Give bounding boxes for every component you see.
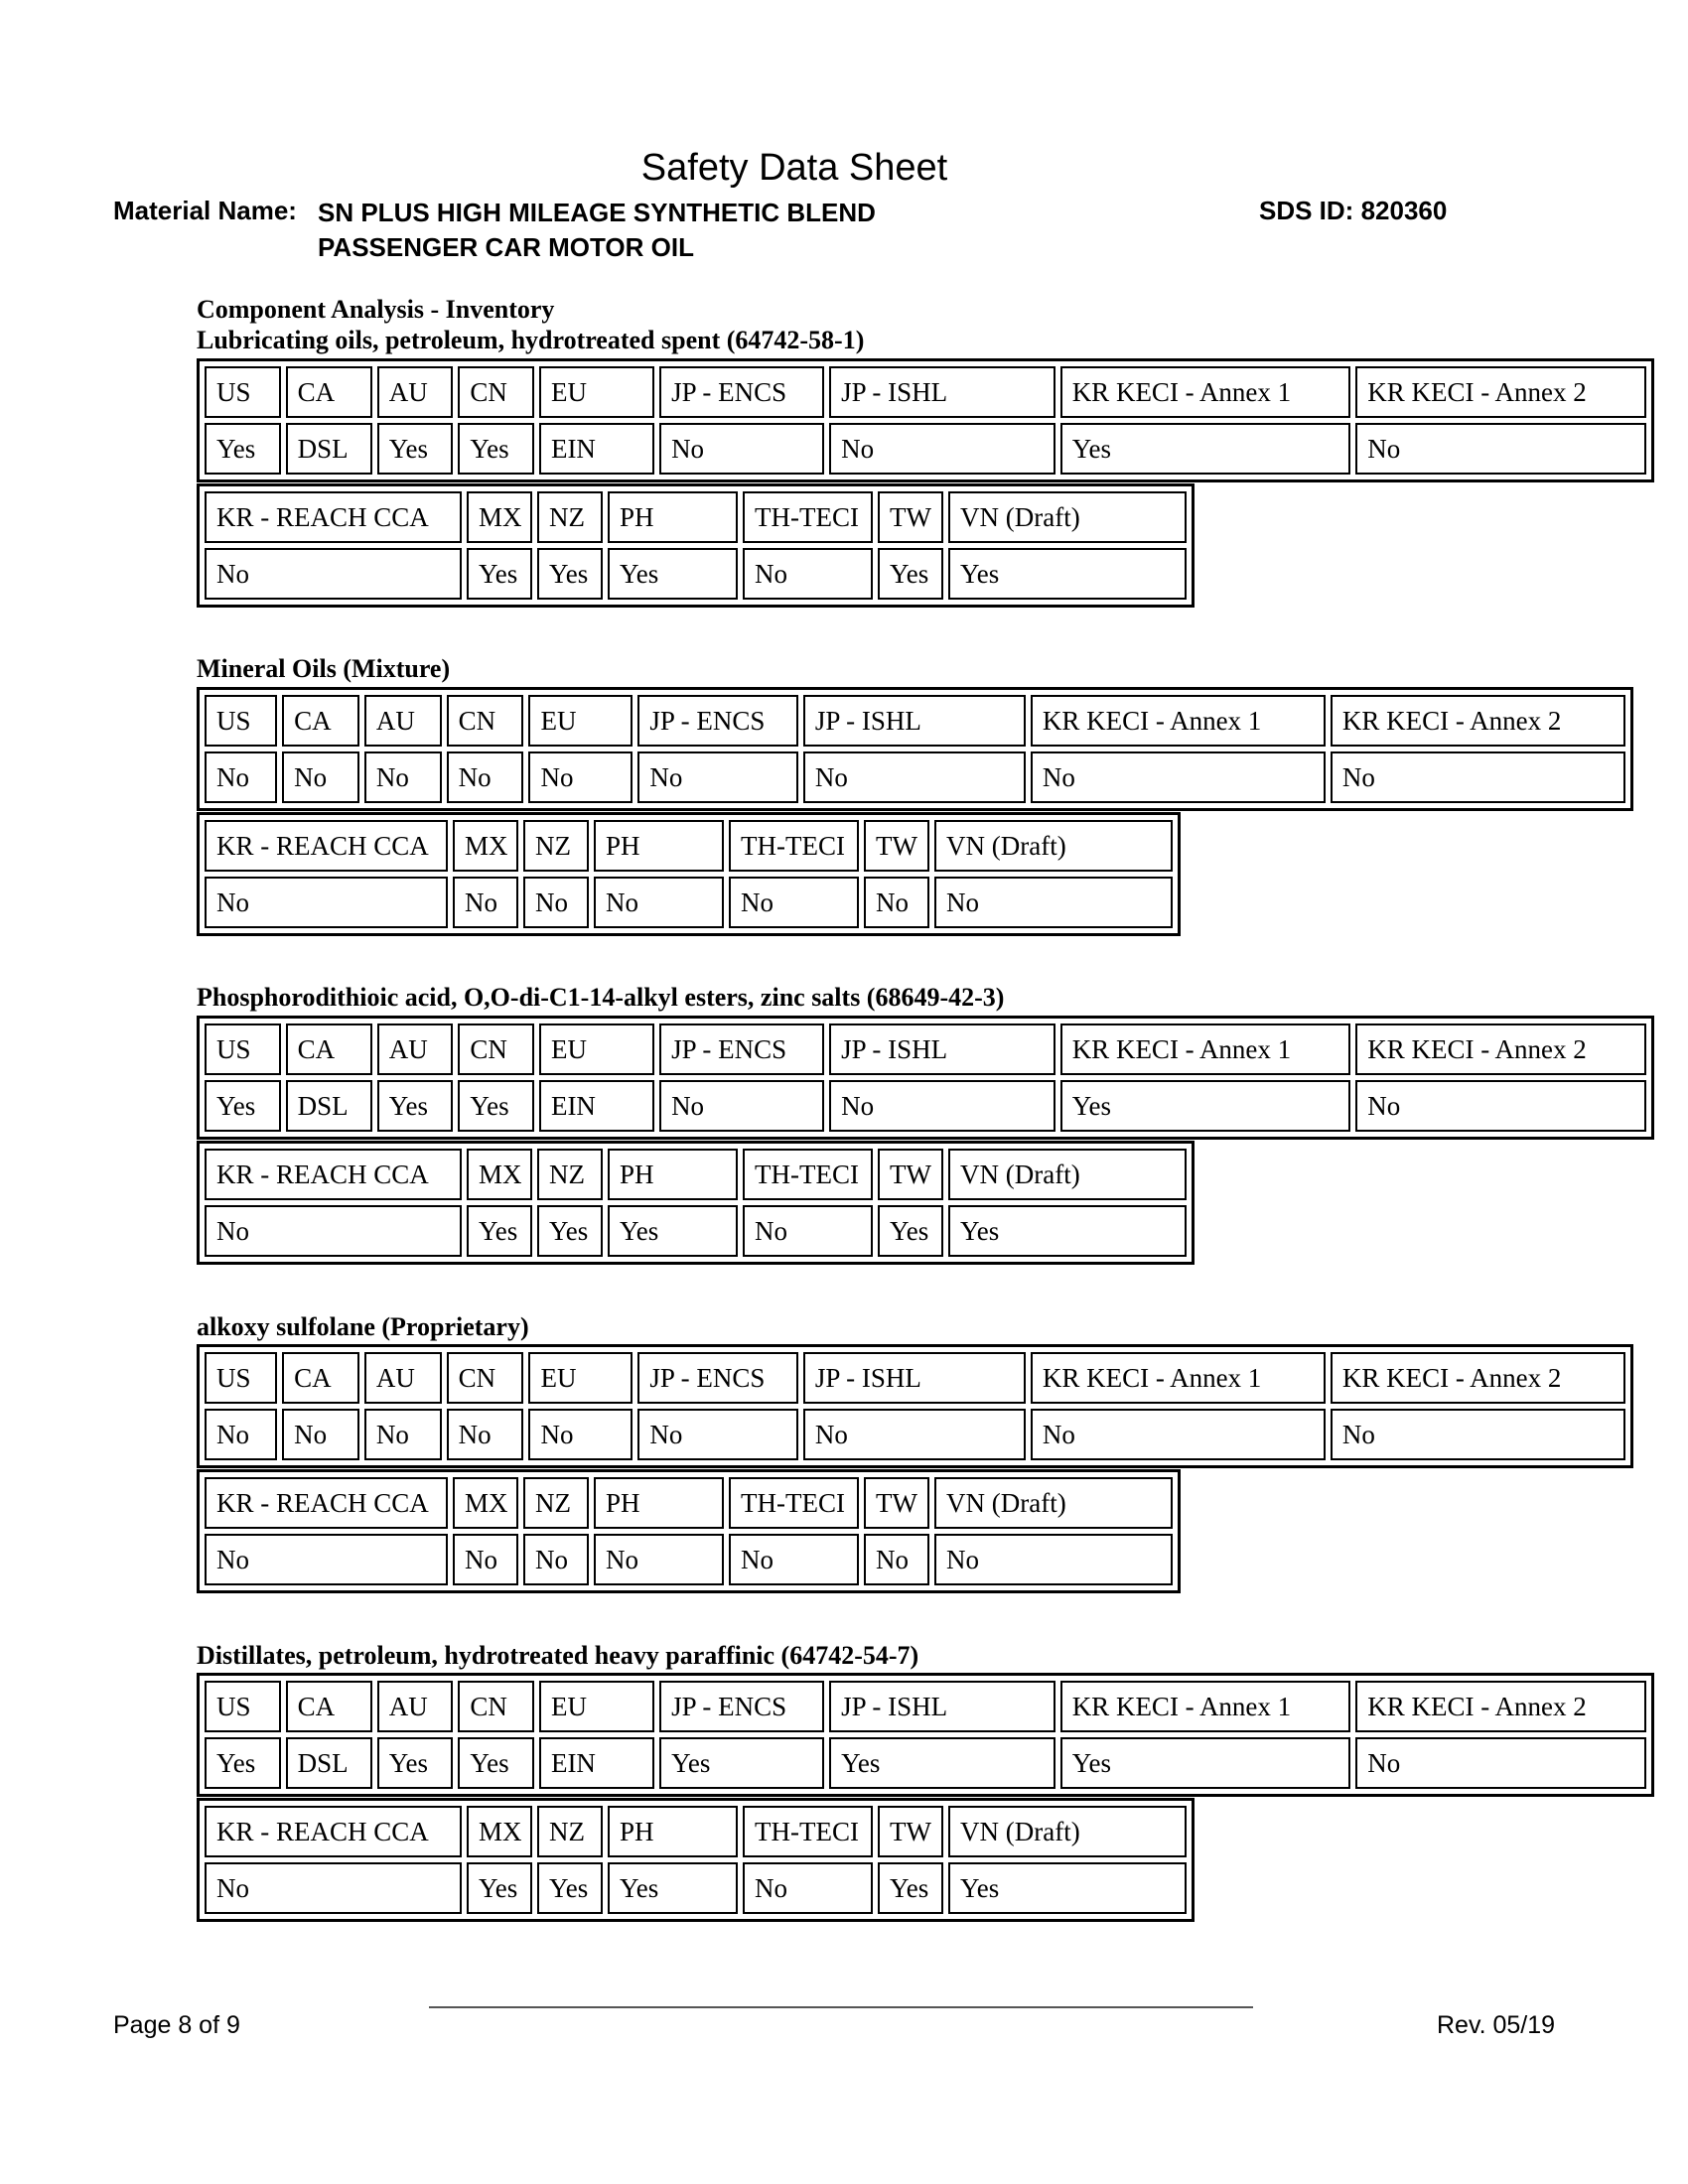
inventory-value: No <box>1355 1737 1646 1789</box>
column-header: PH <box>608 1149 738 1200</box>
header-row-2 <box>205 1806 1187 1857</box>
value-row-2 <box>205 1205 1187 1257</box>
column-header: JP - ISHL <box>803 1352 1026 1404</box>
column-header: TH-TECI <box>729 1477 859 1529</box>
inventory-value: Yes <box>537 1862 603 1914</box>
page-title: Safety Data Sheet <box>640 147 948 189</box>
footer-rule <box>429 2006 1253 2008</box>
inventory-value: No <box>1031 1409 1326 1460</box>
column-header: TW <box>864 820 929 872</box>
column-header: JP - ISHL <box>829 1024 1055 1075</box>
inventory-value: No <box>637 1409 797 1460</box>
column-header: TW <box>878 1149 943 1200</box>
inventory-value: No <box>205 751 277 803</box>
inventory-value: Yes <box>458 423 534 475</box>
column-header: TH-TECI <box>743 1806 873 1857</box>
inventory-value: No <box>447 1409 524 1460</box>
inventory-value: No <box>447 751 524 803</box>
column-header: PH <box>594 820 724 872</box>
column-header: MX <box>467 1149 532 1200</box>
header-row-1 <box>205 1024 1646 1075</box>
column-header: TW <box>864 1477 929 1529</box>
material-name-line-2: PASSENGER CAR MOTOR OIL <box>318 232 694 262</box>
column-header: JP - ISHL <box>803 695 1026 747</box>
column-header: PH <box>594 1477 724 1529</box>
section-heading: Component Analysis - Inventory <box>197 295 555 324</box>
column-header: EU <box>539 366 654 418</box>
header-row-2 <box>205 1477 1173 1529</box>
revision: Rev. 05/19 <box>1437 2011 1556 2039</box>
header-row-2 <box>205 820 1173 872</box>
column-header: US <box>205 1681 281 1732</box>
inventory-value: No <box>743 1205 873 1257</box>
column-header: EU <box>528 695 633 747</box>
header-row-1 <box>205 1352 1625 1404</box>
inventory-value: Yes <box>878 1862 943 1914</box>
inventory-value: EIN <box>539 1737 654 1789</box>
header-row-1 <box>205 695 1625 747</box>
component-name: Phosphorodithioic acid, O,O-di-C1-14-alkyl esters, zinc salts (68649-42-3) <box>197 983 1005 1012</box>
header-row-1 <box>205 366 1646 418</box>
inventory-value: Yes <box>458 1080 534 1132</box>
value-row-1 <box>205 1737 1646 1789</box>
column-header: MX <box>453 820 518 872</box>
inventory-value: No <box>829 1080 1055 1132</box>
inventory-value: No <box>205 1205 462 1257</box>
inventory-value: No <box>205 1534 448 1585</box>
value-row-1 <box>205 1409 1625 1460</box>
inventory-value: Yes <box>1060 1737 1351 1789</box>
column-header: CN <box>458 1681 534 1732</box>
column-header: VN (Draft) <box>948 1149 1187 1200</box>
column-header: JP - ISHL <box>829 366 1055 418</box>
inventory-value: No <box>528 1409 633 1460</box>
column-header: TH-TECI <box>743 491 873 543</box>
column-header: CA <box>282 1352 359 1404</box>
column-header: VN (Draft) <box>948 491 1187 543</box>
inventory-table <box>197 1016 1654 1140</box>
column-header: JP - ENCS <box>637 695 797 747</box>
inventory-value: EIN <box>539 423 654 475</box>
inventory-value: Yes <box>829 1737 1055 1789</box>
inventory-value: No <box>1331 751 1625 803</box>
page-number: Page 8 of 9 <box>113 2011 240 2039</box>
header-row-2 <box>205 491 1187 543</box>
inventory-value: No <box>637 751 797 803</box>
column-header: CA <box>286 1024 372 1075</box>
column-header: US <box>205 695 277 747</box>
column-header: AU <box>377 1681 454 1732</box>
column-header: MX <box>453 1477 518 1529</box>
column-header: MX <box>467 491 532 543</box>
inventory-value: DSL <box>286 1737 372 1789</box>
component-name: Mineral Oils (Mixture) <box>197 654 451 683</box>
header-row-2 <box>205 1149 1187 1200</box>
inventory-table-part-2 <box>197 1798 1195 1922</box>
column-header: VN (Draft) <box>948 1806 1187 1857</box>
inventory-value: Yes <box>205 423 281 475</box>
column-header: AU <box>377 1024 454 1075</box>
column-header: TH-TECI <box>743 1149 873 1200</box>
inventory-value: Yes <box>948 1862 1187 1914</box>
sds-id: SDS ID: 820360 <box>1259 196 1448 225</box>
column-header: CA <box>286 1681 372 1732</box>
column-header: NZ <box>537 491 603 543</box>
column-header: CN <box>458 1024 534 1075</box>
inventory-table <box>197 1344 1633 1468</box>
inventory-table <box>197 1673 1654 1797</box>
column-header: KR KECI - Annex 1 <box>1060 1024 1351 1075</box>
inventory-value: Yes <box>537 1205 603 1257</box>
column-header: AU <box>364 695 442 747</box>
column-header: NZ <box>537 1806 603 1857</box>
inventory-table-part-2 <box>197 1469 1181 1593</box>
inventory-value: Yes <box>467 1862 532 1914</box>
inventory-value: No <box>523 1534 589 1585</box>
column-header: CN <box>447 1352 524 1404</box>
inventory-value: Yes <box>608 1205 738 1257</box>
column-header: KR KECI - Annex 2 <box>1331 1352 1625 1404</box>
inventory-value: Yes <box>608 1862 738 1914</box>
inventory-value: Yes <box>205 1737 281 1789</box>
inventory-value: No <box>829 423 1055 475</box>
inventory-value: DSL <box>286 423 372 475</box>
column-header: KR - REACH CCA <box>205 1806 462 1857</box>
inventory-value: Yes <box>458 1737 534 1789</box>
header-row-1 <box>205 1681 1646 1732</box>
inventory-value: Yes <box>948 548 1187 600</box>
inventory-value: No <box>1031 751 1326 803</box>
component-name: Lubricating oils, petroleum, hydrotreated spent (64742-58-1) <box>197 326 865 354</box>
material-name-label: Material Name: <box>113 196 297 225</box>
column-header: KR KECI - Annex 1 <box>1031 695 1326 747</box>
column-header: KR KECI - Annex 2 <box>1355 1024 1646 1075</box>
inventory-value: No <box>803 751 1026 803</box>
column-header: MX <box>467 1806 532 1857</box>
inventory-value: No <box>729 1534 859 1585</box>
value-row-2 <box>205 1534 1173 1585</box>
inventory-value: No <box>528 751 633 803</box>
inventory-table-part-2 <box>197 812 1181 936</box>
inventory-value: No <box>864 1534 929 1585</box>
column-header: KR KECI - Annex 2 <box>1355 366 1646 418</box>
column-header: EU <box>528 1352 633 1404</box>
inventory-table <box>197 687 1633 811</box>
component-name: Distillates, petroleum, hydrotreated heavy paraffinic (64742-54-7) <box>197 1641 919 1670</box>
inventory-value: No <box>205 548 462 600</box>
column-header: KR - REACH CCA <box>205 1477 448 1529</box>
inventory-value: No <box>659 1080 824 1132</box>
column-header: PH <box>608 1806 738 1857</box>
inventory-value: No <box>205 1409 277 1460</box>
value-row-2 <box>205 548 1187 600</box>
inventory-value: No <box>282 751 359 803</box>
column-header: EU <box>539 1024 654 1075</box>
inventory-value: No <box>934 1534 1173 1585</box>
column-header: NZ <box>523 820 589 872</box>
inventory-value: No <box>594 877 724 928</box>
column-header: US <box>205 1024 281 1075</box>
inventory-table-part-2 <box>197 1141 1195 1265</box>
inventory-value: No <box>364 751 442 803</box>
value-row-2 <box>205 1862 1187 1914</box>
inventory-value: Yes <box>878 1205 943 1257</box>
column-header: VN (Draft) <box>934 1477 1173 1529</box>
inventory-value: No <box>453 1534 518 1585</box>
inventory-value: No <box>864 877 929 928</box>
column-header: AU <box>377 366 454 418</box>
inventory-value: No <box>594 1534 724 1585</box>
material-name <box>318 196 876 265</box>
inventory-value: No <box>453 877 518 928</box>
inventory-value: Yes <box>467 548 532 600</box>
inventory-value: No <box>1355 1080 1646 1132</box>
value-row-1 <box>205 751 1625 803</box>
inventory-value: No <box>743 1862 873 1914</box>
column-header: CA <box>282 695 359 747</box>
inventory-value: No <box>205 1862 462 1914</box>
inventory-value: Yes <box>467 1205 532 1257</box>
column-header: JP - ENCS <box>659 1681 824 1732</box>
inventory-value: Yes <box>377 423 454 475</box>
inventory-value: No <box>729 877 859 928</box>
column-header: NZ <box>537 1149 603 1200</box>
column-header: KR - REACH CCA <box>205 820 448 872</box>
column-header: CN <box>447 695 524 747</box>
value-row-2 <box>205 877 1173 928</box>
column-header: KR KECI - Annex 1 <box>1060 1681 1351 1732</box>
inventory-value: Yes <box>1060 1080 1351 1132</box>
column-header: TH-TECI <box>729 820 859 872</box>
column-header: NZ <box>523 1477 589 1529</box>
inventory-value: No <box>1331 1409 1625 1460</box>
inventory-value: Yes <box>878 548 943 600</box>
column-header: TW <box>878 1806 943 1857</box>
column-header: CN <box>458 366 534 418</box>
column-header: JP - ENCS <box>659 366 824 418</box>
inventory-value: Yes <box>377 1080 454 1132</box>
column-header: KR KECI - Annex 2 <box>1355 1681 1646 1732</box>
column-header: JP - ENCS <box>637 1352 797 1404</box>
inventory-value: No <box>523 877 589 928</box>
inventory-value: Yes <box>948 1205 1187 1257</box>
inventory-value: DSL <box>286 1080 372 1132</box>
column-header: KR - REACH CCA <box>205 491 462 543</box>
column-header: KR KECI - Annex 1 <box>1031 1352 1326 1404</box>
inventory-value: No <box>205 877 448 928</box>
inventory-value: No <box>1355 423 1646 475</box>
column-header: TW <box>878 491 943 543</box>
inventory-value: No <box>364 1409 442 1460</box>
inventory-value: No <box>282 1409 359 1460</box>
inventory-table <box>197 358 1654 482</box>
column-header: CA <box>286 366 372 418</box>
inventory-value: No <box>743 548 873 600</box>
value-row-1 <box>205 423 1646 475</box>
column-header: KR - REACH CCA <box>205 1149 462 1200</box>
inventory-value: Yes <box>659 1737 824 1789</box>
column-header: VN (Draft) <box>934 820 1173 872</box>
inventory-value: Yes <box>377 1737 454 1789</box>
inventory-value: EIN <box>539 1080 654 1132</box>
column-header: PH <box>608 491 738 543</box>
inventory-value: Yes <box>537 548 603 600</box>
column-header: AU <box>364 1352 442 1404</box>
inventory-value: Yes <box>608 548 738 600</box>
column-header: KR KECI - Annex 1 <box>1060 366 1351 418</box>
inventory-table-part-2 <box>197 483 1195 608</box>
component-name: alkoxy sulfolane (Proprietary) <box>197 1312 529 1341</box>
inventory-value: Yes <box>205 1080 281 1132</box>
inventory-value: No <box>659 423 824 475</box>
inventory-value: Yes <box>1060 423 1351 475</box>
inventory-value: No <box>934 877 1173 928</box>
column-header: US <box>205 1352 277 1404</box>
column-header: JP - ISHL <box>829 1681 1055 1732</box>
material-name-line-1: SN PLUS HIGH MILEAGE SYNTHETIC BLEND <box>318 198 876 227</box>
column-header: EU <box>539 1681 654 1732</box>
column-header: US <box>205 366 281 418</box>
inventory-value: No <box>803 1409 1026 1460</box>
column-header: KR KECI - Annex 2 <box>1331 695 1625 747</box>
value-row-1 <box>205 1080 1646 1132</box>
column-header: JP - ENCS <box>659 1024 824 1075</box>
